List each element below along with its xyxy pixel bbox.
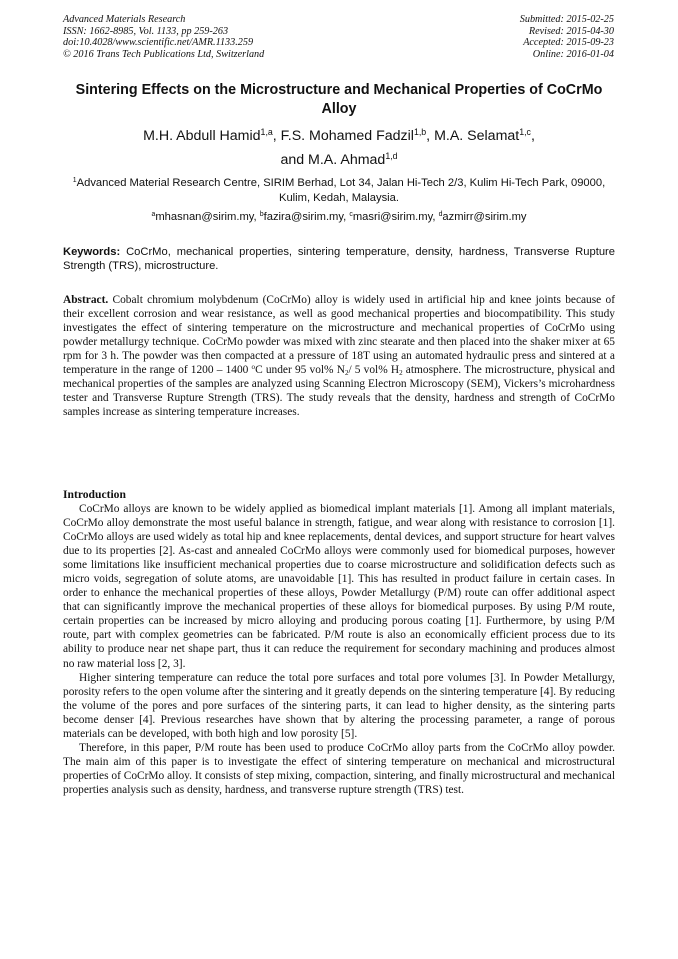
email-address[interactable]: azmirr@sirim.my <box>442 211 527 223</box>
online-date: Online: 2016-01-04 <box>532 48 614 60</box>
email-mark: d <box>438 211 443 219</box>
revised-date: Revised: 2015-04-30 <box>528 25 614 37</box>
author-separator: , <box>530 128 535 144</box>
introduction-section <box>63 488 615 797</box>
keywords-text: CoCrMo, mechanical properties, sintering temperature, density, hardness, Transverse Rupture Strength (TRS), microstructure. <box>63 246 615 273</box>
abstract <box>63 293 615 419</box>
author-name: M.A. Selamat <box>434 128 520 144</box>
author-line-1 <box>63 124 615 148</box>
abstract-text: atmosphere. The microstructure, physical and mechanical properties of the samples are analyzed using Scanning Electron Microscopy (SEM), Vickers’s microhardness tester and Transverse Rupture Strength (TRS). The study reveals that the density, hardness and strength of CoCrMo samples increase as sintering temperature increases. <box>63 364 615 419</box>
keywords-label: Keywords: <box>63 246 121 258</box>
keywords <box>63 245 615 274</box>
subscript: 2 <box>399 369 403 377</box>
author-affil-mark: 1,b <box>413 127 427 138</box>
author-name: F.S. Mohamed Fadzil <box>280 128 414 144</box>
author-affil-mark: 1,c <box>519 127 531 138</box>
abstract-text: C under 95 vol% N <box>255 364 345 377</box>
email-address[interactable]: mhasnan@sirim.my, <box>155 211 260 223</box>
submitted-date: Submitted: 2015-02-25 <box>519 14 614 25</box>
affiliation-text: Advanced Material Research Centre, SIRIM Berhad, Lot 34, Jalan Hi-Tech 2/3, Kulim Hi-Tech Park, 09000, Kulim, Kedah, Malaysia. <box>76 177 606 204</box>
email-list <box>63 210 615 224</box>
abstract-label: Abstract. <box>63 294 109 306</box>
paragraph: Therefore, in this paper, P/M route has been used to produce CoCrMo alloy parts from the CoCrMo alloy powder. The main aim of this paper is to investigate the effect of sintering temperature on mechanical and microstructural properties of CoCrMo alloy. It consists of step mixing, compaction, sintering, and finally microstructural and mechanical properties analysis such as density, hardness, and transverse rupture strength (TRS) test. <box>63 741 615 796</box>
author-affil-mark: 1,d <box>385 151 398 162</box>
author-name: M.H. Abdull Hamid <box>143 128 261 144</box>
subscript: 2 <box>344 369 349 377</box>
author-separator: , <box>272 128 281 144</box>
author-list <box>63 124 615 172</box>
email-mark: a <box>151 211 156 219</box>
paper-title: Sintering Effects on the Microstructure and Mechanical Properties of CoCrMo Alloy <box>75 82 603 117</box>
author-name: and M.A. Ahmad <box>280 152 386 168</box>
journal-name: Advanced Materials Research <box>63 14 186 25</box>
email-mark: c <box>349 211 353 219</box>
copyright-line: © 2016 Trans Tech Publications Ltd, Switzerland <box>63 48 265 60</box>
email-address[interactable]: fazira@sirim.my, <box>263 211 350 223</box>
submission-dates <box>520 14 614 60</box>
accepted-date: Accepted: 2015-09-23 <box>523 37 614 49</box>
issn-line: ISSN: 1662-8985, Vol. 1133, pp 259-263 <box>63 25 229 37</box>
affiliation-mark: 1 <box>72 177 77 185</box>
email-mark: b <box>259 211 264 219</box>
abstract-text: / 5 vol% H <box>348 364 400 377</box>
author-separator: , <box>426 128 435 144</box>
affiliation <box>63 176 615 205</box>
degree-mark: o <box>251 363 256 372</box>
doi-line: doi:10.4028/www.scientific.net/AMR.1133.259 <box>63 37 254 49</box>
author-affil-mark: 1,a <box>260 127 273 138</box>
journal-info <box>63 14 264 60</box>
abstract-text: Cobalt chromium molybdenum (CoCrMo) alloy is widely used in artificial hip and knee joints because of their excellent corrosion and wear resistance, as well as good mechanical properties and biocompatibility. This study investigates the effect of sintering temperature on the microstructure and mechanical properties of CoCrMo using powder metallurgy technique. CoCrMo powder was mixed with zinc stearate and then placed into the shaker mixer at 65 rpm for 3 h. The powder was then compacted at a pressure of 18T using an automated hydraulic press and sintered at a temperature in the range of 1200 – 1400 <box>63 294 615 377</box>
paragraph: Higher sintering temperature can reduce the total pore surfaces and total pore volumes [3]. In Powder Metallurgy, porosity refers to the open volume after the sintering and it greatly depends on the sintering temperature [4]. By reducing the volume of the pores and pore surfaces of the sintering parts, it can lead to higher density, as the sintering parts become denser [4]. Previous researches have shown that by altering the processing parameter, a range of porous materials can be developed, with both high and low porosity [5]. <box>63 671 615 740</box>
section-heading: Introduction <box>63 488 126 501</box>
author-line-2 <box>63 148 615 172</box>
email-address[interactable]: masri@sirim.my, <box>352 211 439 223</box>
paragraph: CoCrMo alloys are known to be widely applied as biomedical implant materials [1]. Among all implant materials, CoCrMo alloy demonstrate the most useful balance in strength, fatigue, and wear along with resistance to corrosion [1]. CoCrMo alloys are used widely as total hip and knee replacements, dental devices, and support structure for heart valves due to its properties [2]. As-cast and annealed CoCrMo alloys were commonly used for biomedical purposes, however some limitations like insufficient mechanical properties due to coarse microstructure and solidification defects such as micro voids, segregation of solute atoms, are unavoidable [1]. This has resulted in product failure in certain cases. In order to enhance the mechanical properties of these alloys, Powder Metallurgy (P/M) route can offer additional aspect that can significantly improve the mechanical properties of these alloys for biomedical purposes. By using P/M route, certain properties can be increased by micro alloying and producing porous coating [1]. Furthermore, by using P/M route, part with complex geometries can be fabricated. P/M route is also an economically efficient process due to its ability to produce near net shape part, thus it can reduce the requirement for secondary machining and produces almost no raw material loss [2, 3]. <box>63 503 615 670</box>
